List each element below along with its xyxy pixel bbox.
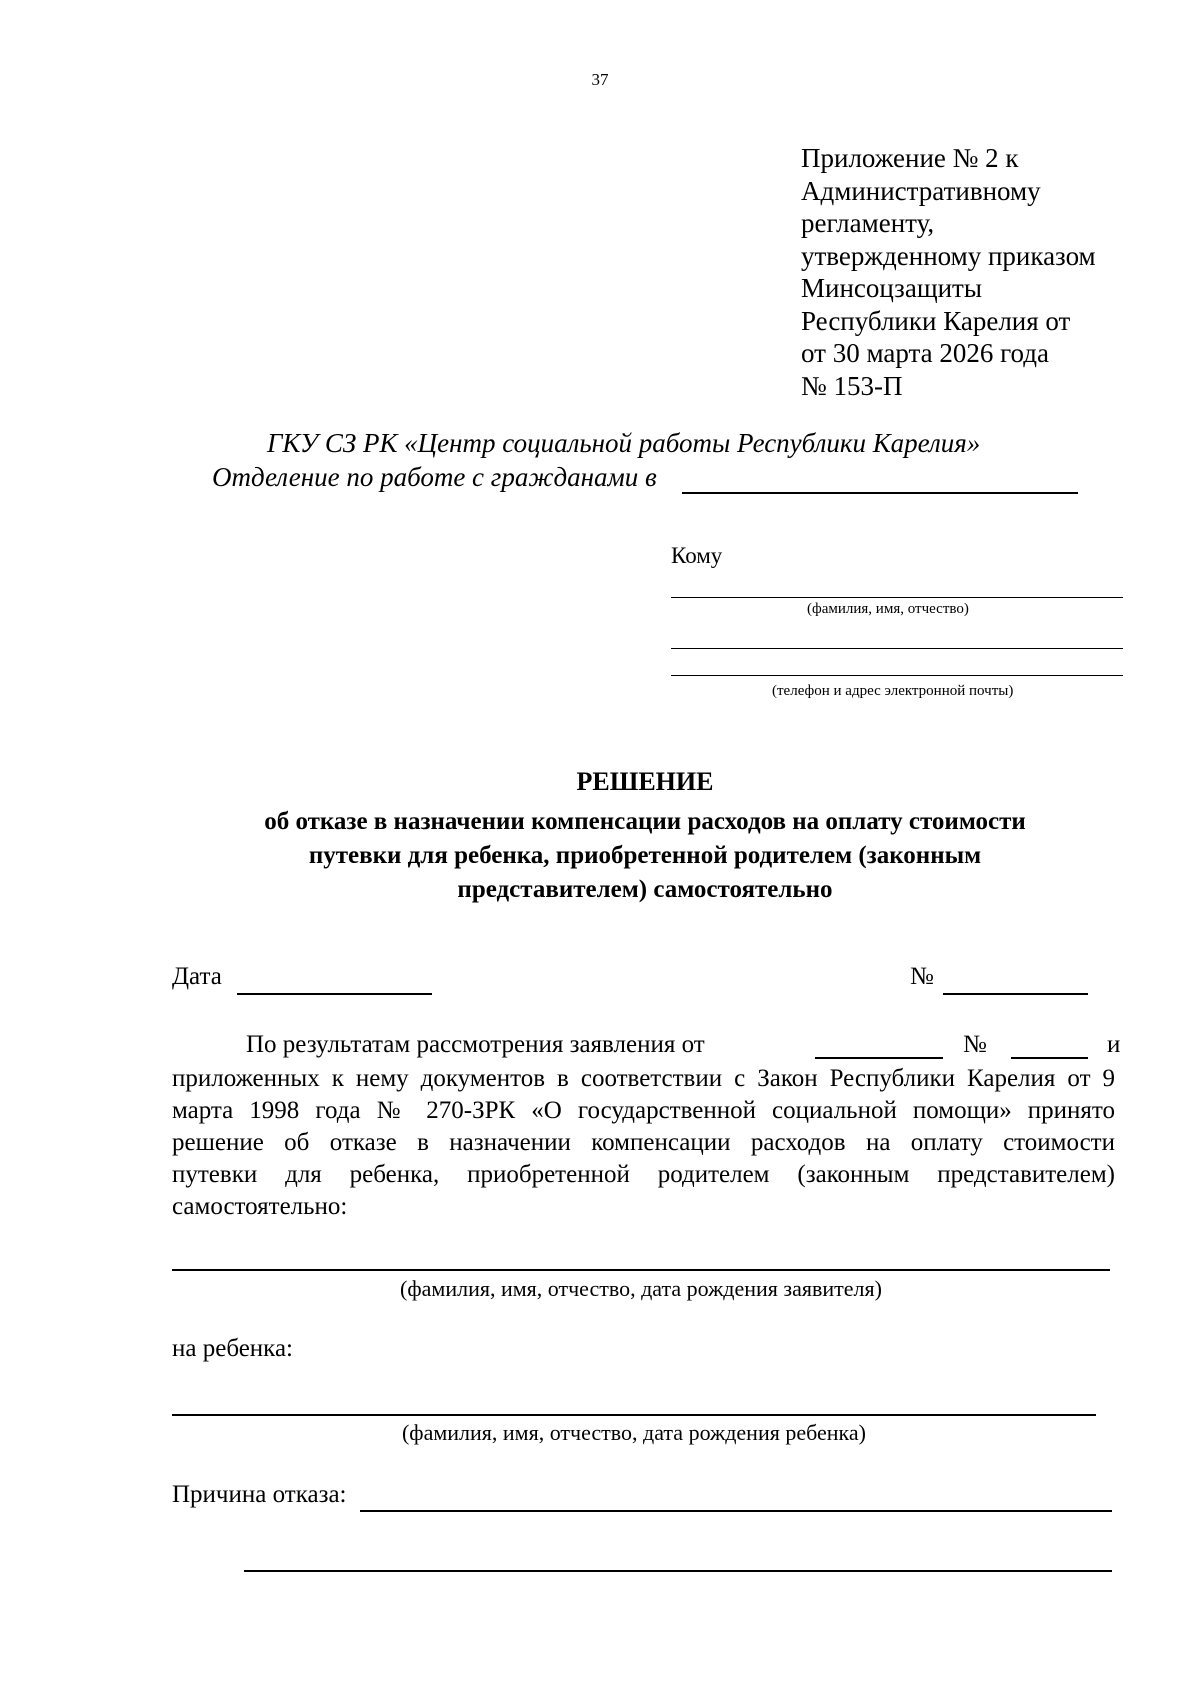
refusal-reason-line-1[interactable] [360, 1510, 1112, 1512]
number-label: № [910, 963, 934, 990]
application-number-line[interactable] [1011, 1057, 1088, 1059]
recipient-contact-line-2[interactable] [671, 675, 1123, 676]
body-text-line: марта 1998 года № 270-ЗРК «О государственной социальной помощи» принято [172, 1097, 1115, 1124]
page-number: 37 [591, 70, 609, 89]
organization-name: ГКУ СЗ РК «Центр социальной работы Республики Карелия» [267, 428, 981, 458]
department-label: Отделение по работе с гражданами в [212, 462, 657, 492]
date-label: Дата [172, 963, 222, 990]
body-text-line: самостоятельно: [172, 1193, 348, 1220]
recipient-name-line[interactable] [671, 597, 1123, 598]
document-title: РЕШЕНИЕ [576, 767, 714, 796]
refusal-reason-label: Причина отказа: [172, 1481, 347, 1508]
body-first-line-start: По результатам рассмотрения заявления от [246, 1031, 705, 1058]
document-subtitle-line: путевки для ребенка, приобретенной родителем (законным [308, 842, 982, 869]
body-text-line: путевки для ребенка, приобретенной родителем (законным представителем) [172, 1161, 1115, 1188]
appendix-line: утвержденному приказом [801, 240, 1096, 271]
appendix-line: Административному [801, 175, 1041, 206]
appendix-line: № 153-П [801, 370, 903, 401]
body-first-line-end: и [1107, 1031, 1121, 1058]
refusal-reason-line-2[interactable] [244, 1570, 1112, 1572]
recipient-label: Кому [671, 543, 723, 568]
application-date-line[interactable] [815, 1057, 943, 1059]
number-field-line[interactable] [943, 993, 1088, 995]
applicant-field-line[interactable] [172, 1269, 1110, 1271]
recipient-name-caption: (фамилия, имя, отчество) [807, 601, 969, 617]
body-first-line-number: № [963, 1031, 987, 1058]
appendix-line: Минсоцзащиты [801, 273, 982, 303]
document-subtitle-line: представителем) самостоятельно [457, 876, 833, 903]
appendix-line: регламенту, [801, 208, 935, 238]
department-field-line[interactable] [682, 492, 1078, 494]
appendix-block [801, 142, 1181, 402]
recipient-contact-line-1[interactable] [671, 648, 1123, 649]
recipient-contacts-caption: (телефон и адрес электронной почты) [772, 683, 1014, 699]
document-subtitle-line: об отказе в назначении компенсации расходов на оплату стоимости [264, 808, 1026, 835]
applicant-caption: (фамилия, имя, отчество, дата рождения заявителя) [400, 1276, 882, 1301]
child-caption: (фамилия, имя, отчество, дата рождения ребенка) [401, 1420, 866, 1445]
appendix-line: от 30 марта 2026 года [801, 338, 1049, 368]
appendix-line: Приложение № 2 к [801, 143, 1019, 173]
child-field-line[interactable] [172, 1414, 1096, 1416]
date-field-line[interactable] [237, 993, 432, 995]
child-label: на ребенка: [172, 1335, 293, 1362]
body-text-line: решение об отказе в назначении компенсации расходов на оплату стоимости [172, 1129, 1115, 1156]
appendix-line: Республики Карелия от [801, 305, 1071, 336]
body-text-line: приложенных к нему документов в соответствии с Закон Республики Карелия от 9 [172, 1065, 1115, 1092]
